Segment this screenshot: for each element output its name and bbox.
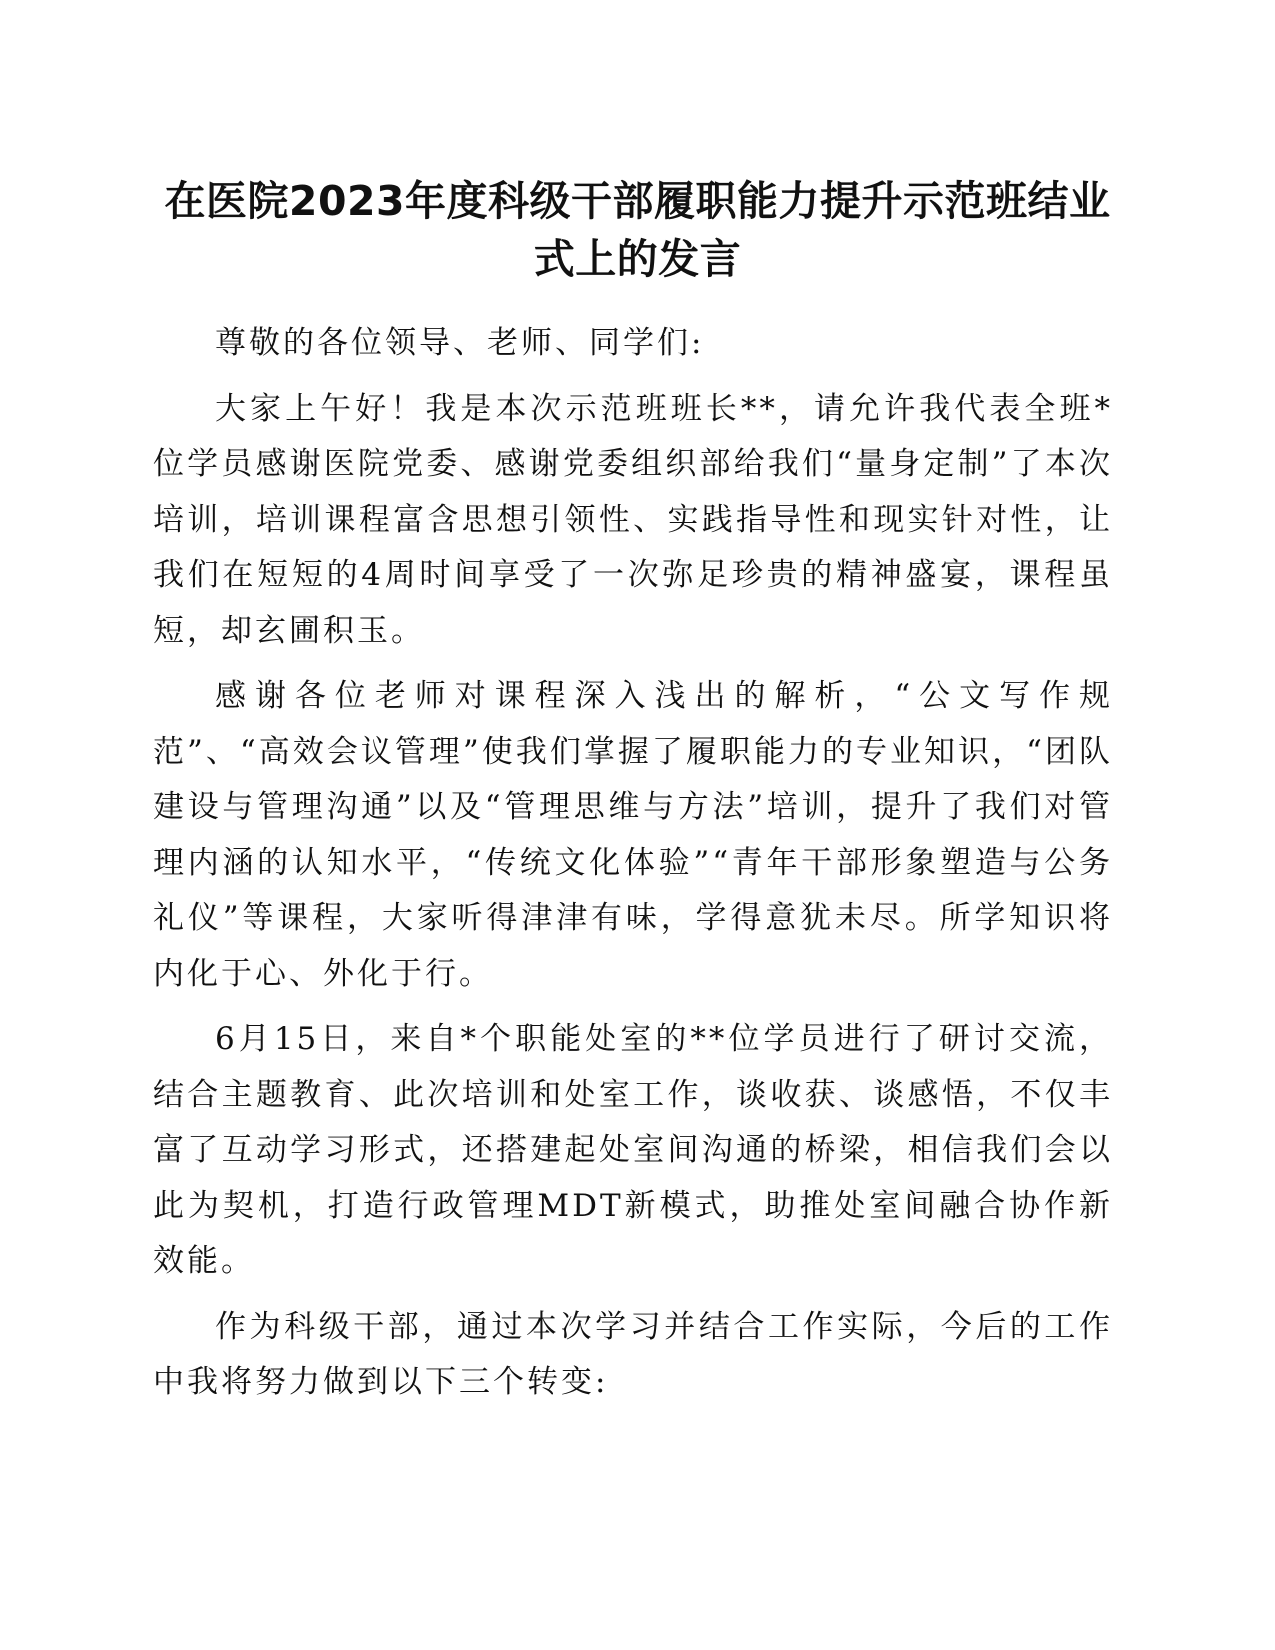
document-title: 在医院2023年度科级干部履职能力提升示范班结业式上的发言 — [164, 177, 1111, 283]
salutation: 尊敬的各位领导、老师、同学们: — [215, 325, 705, 361]
paragraph-3: 6月15日，来自*个职能处室的**位学员进行了研讨交流，结合主题教育、此次培训和处室工作，谈收获、谈感悟，不仅丰富了互动学习形式，还搭建起处室间沟通的桥梁，相信我们会以此为契机，打造行政管理MDT新模式，助推处室间融合协作新效能。 — [153, 1021, 1113, 1279]
paragraph-2: 感谢各位老师对课程深入浅出的解析，“公文写作规范”、“高效会议管理”使我们掌握了履职能力的专业知识，“团队建设与管理沟通”以及“管理思维与方法”培训，提升了我们对管理内涵的认知水平，“传统文化体验”“青年干部形象塑造与公务礼仪”等课程，大家听得津津有味，学得意犹未尽。所学知识将内化于心、外化于行。 — [153, 678, 1113, 992]
paragraph-4: 作为科级干部，通过本次学习并结合工作实际，今后的工作中我将努力做到以下三个转变: — [153, 1308, 1113, 1400]
paragraph-1: 大家上午好！我是本次示范班班长**，请允许我代表全班*位学员感谢医院党委、感谢党委组织部给我们“量身定制”了本次培训，培训课程富含思想引领性、实践指导性和现实针对性，让我们在短短的4周时间享受了一次弥足珍贵的精神盛宴，课程虽短，却玄圃积玉。 — [153, 390, 1113, 649]
document-body — [153, 316, 1113, 1421]
